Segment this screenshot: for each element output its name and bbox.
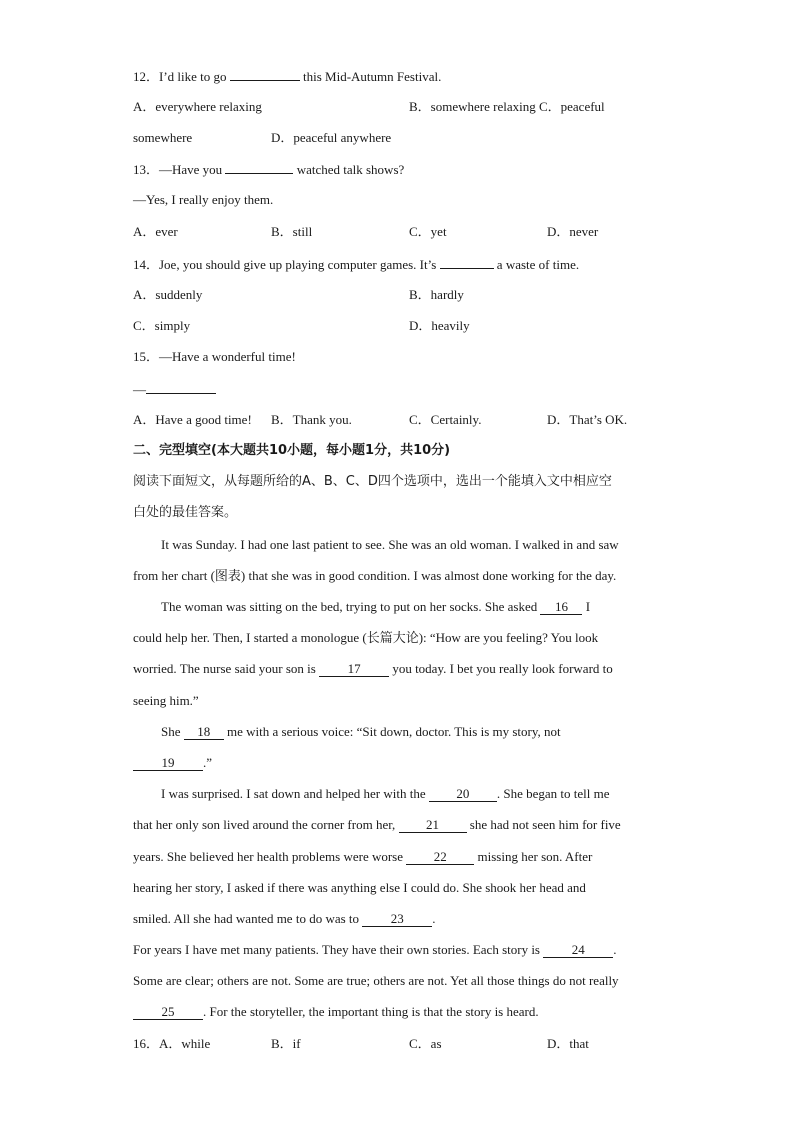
passage-line: hearing her story, I asked if there was anything else I could do. She shook her head and bbox=[133, 880, 586, 895]
passage-text: .” bbox=[203, 755, 213, 770]
q14-option-d: D．heavily bbox=[409, 318, 470, 333]
q12-option-a: A．everywhere relaxing bbox=[133, 99, 262, 114]
q14-option-a: A．suddenly bbox=[133, 287, 203, 302]
q14-stem-after: a waste of time. bbox=[496, 257, 580, 272]
section-instructions-line-1: 阅读下面短文，从每题所给的A、B、C、D四个选项中，选出一个能填入文中相应空 bbox=[133, 474, 612, 489]
q13-stem-before: 13．—Have you bbox=[133, 162, 223, 177]
passage-line bbox=[133, 849, 592, 865]
cloze-blank-19: 19 bbox=[133, 756, 203, 771]
cloze-blank-16: 16 bbox=[540, 600, 582, 615]
passage-text: worried. The nurse said your son is bbox=[133, 661, 316, 676]
q12-stem-after: this Mid-Autumn Festival. bbox=[303, 69, 442, 84]
question-14-stem bbox=[133, 256, 579, 273]
passage-text: She bbox=[161, 724, 181, 739]
answer-blank bbox=[230, 68, 300, 81]
cloze-blank-23: 23 bbox=[362, 912, 432, 927]
passage-line: It was Sunday. I had one last patient to see. She was an old woman. I walked in and saw bbox=[161, 537, 619, 552]
passage-text: years. She believed her health problems were worse bbox=[133, 849, 404, 864]
passage-text: that her only son lived around the corner from her, bbox=[133, 817, 396, 832]
passage-text: she had not seen him for five bbox=[469, 817, 621, 832]
passage-line bbox=[133, 942, 617, 958]
passage-line bbox=[133, 817, 621, 833]
q15-option-a: A．Have a good time! bbox=[133, 412, 252, 427]
cloze-blank-25: 25 bbox=[133, 1005, 203, 1020]
q13-reply: —Yes, I really enjoy them. bbox=[133, 192, 274, 207]
q16-option-d: D．that bbox=[547, 1036, 589, 1051]
passage-line bbox=[133, 911, 436, 927]
passage-text: me with a serious voice: “Sit down, doctor. This is my story, not bbox=[227, 724, 561, 739]
passage-line bbox=[161, 786, 610, 802]
q12-stem-before: 12．I’d like to go bbox=[133, 69, 227, 84]
q15-reply-dash: — bbox=[133, 382, 146, 397]
q16-option-c: C．as bbox=[409, 1036, 442, 1051]
q13-option-a: A．ever bbox=[133, 224, 178, 239]
passage-line: could help her. Then, I started a monologue (长篇大论): “How are you feeling? You look bbox=[133, 630, 599, 645]
passage-line: seeing him.” bbox=[133, 693, 199, 708]
q15-reply-line bbox=[133, 381, 216, 398]
q13-option-c: C．yet bbox=[409, 224, 447, 239]
passage-text: For years I have met many patients. They have their own stories. Each story is bbox=[133, 942, 540, 957]
passage-text: you today. I bet you really look forward to bbox=[392, 661, 613, 676]
passage-line bbox=[161, 599, 590, 615]
q15-option-c: C．Certainly. bbox=[409, 412, 482, 427]
q13-stem-after: watched talk shows? bbox=[296, 162, 405, 177]
q14-option-b: B．hardly bbox=[409, 287, 464, 302]
cloze-blank-22: 22 bbox=[406, 850, 474, 865]
question-13-stem bbox=[133, 161, 404, 178]
q15-option-d: D．That’s OK. bbox=[547, 412, 628, 427]
q14-option-c: C．simply bbox=[133, 318, 191, 333]
cloze-blank-21: 21 bbox=[399, 818, 467, 833]
answer-blank bbox=[440, 256, 494, 269]
passage-text: I was surprised. I sat down and helped her with the bbox=[161, 786, 426, 801]
passage-text: smiled. All she had wanted me to do was to bbox=[133, 911, 360, 926]
q12-option-b: B．somewhere relaxing C．peaceful bbox=[409, 99, 605, 114]
cloze-blank-18: 18 bbox=[184, 725, 224, 740]
passage-text: . bbox=[613, 942, 617, 957]
passage-text: . For the storyteller, the important thing is that the story is heard. bbox=[203, 1004, 539, 1019]
q12-option-c-cont: somewhere bbox=[133, 130, 193, 145]
passage-line bbox=[161, 724, 561, 740]
q16-option-b: B．if bbox=[271, 1036, 301, 1051]
cloze-blank-24: 24 bbox=[543, 943, 613, 958]
section-heading: 二、完型填空(本大题共10小题，每小题1分，共10分) bbox=[133, 443, 451, 458]
answer-blank bbox=[146, 381, 216, 394]
q13-option-b: B．still bbox=[271, 224, 313, 239]
passage-line bbox=[133, 661, 613, 677]
q13-option-d: D．never bbox=[547, 224, 599, 239]
passage-line bbox=[133, 1004, 539, 1020]
q15-option-b: B．Thank you. bbox=[271, 412, 352, 427]
answer-blank bbox=[225, 161, 293, 174]
cloze-blank-20: 20 bbox=[429, 787, 497, 802]
q16-option-a: 16．A．while bbox=[133, 1036, 211, 1051]
passage-line: Some are clear; others are not. Some are true; others are not. Yet all those things do not really bbox=[133, 973, 619, 988]
passage-line bbox=[133, 755, 212, 771]
passage-text: . She began to tell me bbox=[496, 786, 610, 801]
q12-option-d: D．peaceful anywhere bbox=[271, 130, 392, 145]
passage-text: The woman was sitting on the bed, trying to put on her socks. She asked bbox=[161, 599, 538, 614]
passage-text: . bbox=[432, 911, 436, 926]
passage-text: missing her son. After bbox=[477, 849, 593, 864]
section-instructions-line-2: 白处的最佳答案。 bbox=[133, 505, 238, 520]
cloze-blank-17: 17 bbox=[319, 662, 389, 677]
q14-stem-before: 14．Joe, you should give up playing computer games. It’s bbox=[133, 257, 437, 272]
question-12-stem bbox=[133, 68, 441, 85]
passage-text: I bbox=[585, 599, 591, 614]
passage-line: from her chart (图表) that she was in good condition. I was almost done working for the day. bbox=[133, 568, 617, 583]
question-15-stem: 15．—Have a wonderful time! bbox=[133, 349, 296, 364]
